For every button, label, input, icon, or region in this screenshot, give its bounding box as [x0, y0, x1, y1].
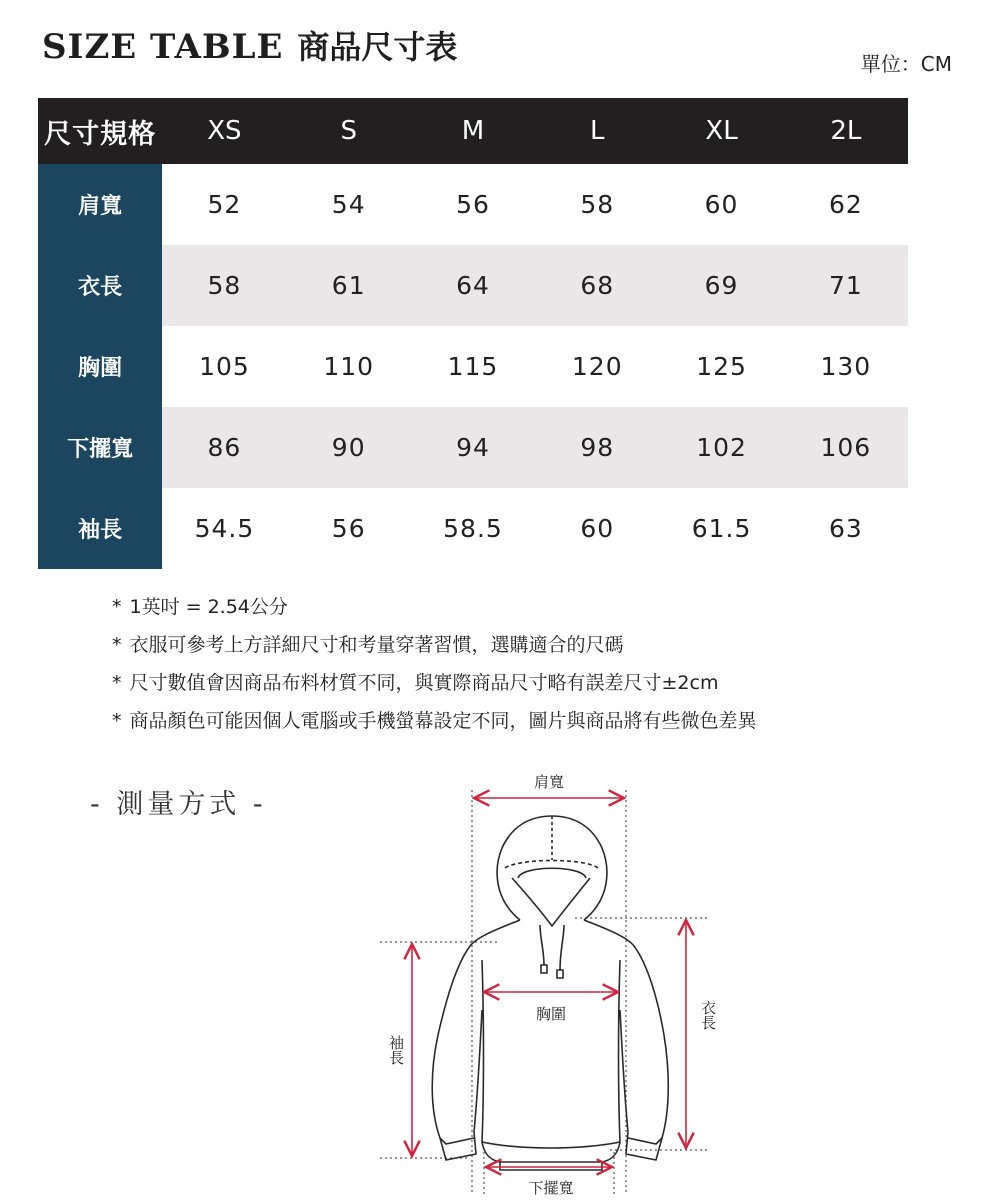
page-title: [42, 22, 457, 74]
hoodie-outline: [432, 816, 668, 1170]
table-corner-cell: 尺寸規格: [38, 98, 162, 164]
table-cell: 105: [199, 352, 250, 381]
table-cell: 64: [411, 245, 535, 326]
row-label: 肩寬: [38, 164, 162, 245]
table-row-sleeve: [38, 488, 908, 569]
sleeve-label: 袖長: [387, 1035, 405, 1065]
table-cell: 54: [331, 190, 366, 219]
table-cell: 110: [323, 352, 375, 381]
table-cell: 54.5: [194, 514, 255, 543]
table-cell: 125: [696, 352, 747, 381]
table-cell: 62: [828, 190, 863, 219]
size-table: [38, 98, 908, 569]
note-marker: *: [112, 710, 122, 732]
table-cell: 52: [207, 190, 242, 219]
hem-label: 下擺寬: [528, 1179, 574, 1197]
size-header-2l: 2L: [784, 98, 908, 164]
note-text: 商品顏色可能因個人電腦或手機螢幕設定不同，圖片與商品將有些微色差異: [129, 710, 757, 732]
table-cell: 58: [580, 190, 615, 219]
size-header-xl: XL: [659, 98, 783, 164]
note-text: 尺寸數值會因商品布料材質不同，與實際商品尺寸略有誤差尺寸±2cm: [129, 672, 719, 694]
size-header-s: S: [287, 98, 411, 164]
row-label: 下擺寬: [38, 407, 162, 488]
table-cell: 58.5: [443, 514, 503, 543]
table-cell: 68: [535, 245, 659, 326]
table-cell: 63: [828, 514, 863, 543]
notes-list: [112, 588, 757, 740]
shoulder-label: 肩寬: [533, 773, 565, 791]
note-item: [112, 588, 757, 626]
size-header-xs: XS: [162, 98, 286, 164]
table-cell: 94: [411, 407, 535, 488]
table-cell: 71: [784, 245, 908, 326]
note-item: [112, 702, 757, 740]
note-item: [112, 626, 757, 664]
table-cell: 56: [331, 514, 366, 543]
note-text: 衣服可參考上方詳細尺寸和考量穿著習慣，選購適合的尺碼: [129, 634, 624, 656]
note-text: 1英吋 = 2.54公分: [129, 596, 288, 618]
table-cell: 102: [659, 407, 783, 488]
row-label: 袖長: [38, 488, 162, 569]
table-cell: 61.5: [691, 514, 752, 543]
table-header-row: [38, 98, 908, 164]
table-cell: 130: [820, 352, 872, 381]
note-marker: *: [112, 672, 122, 694]
table-cell: 120: [571, 352, 623, 381]
row-label: 胸圍: [38, 326, 162, 407]
size-header-m: M: [411, 98, 535, 164]
table-cell: 115: [447, 352, 499, 381]
note-marker: *: [112, 596, 122, 618]
chest-label: 胸圍: [535, 1005, 567, 1023]
unit-label: 單位：CM: [860, 52, 952, 76]
table-cell: 69: [659, 245, 783, 326]
table-row-length: [38, 245, 908, 326]
table-cell: 60: [704, 190, 739, 219]
table-cell: 90: [287, 407, 411, 488]
table-cell: 106: [784, 407, 908, 488]
table-row-chest: [38, 326, 908, 407]
size-header-l: L: [535, 98, 659, 164]
table-row-hem: [38, 407, 908, 488]
table-cell: 60: [580, 514, 615, 543]
table-cell: 86: [162, 407, 286, 488]
table-cell: 58: [162, 245, 286, 326]
table-row-shoulder: [38, 164, 908, 245]
length-label: 衣長: [699, 1000, 717, 1030]
measurement-method-title: - 測量方式 -: [90, 789, 267, 820]
table-cell: 56: [456, 190, 490, 219]
title-chinese: 商品尺寸表: [297, 28, 458, 66]
hoodie-measurement-diagram: [0, 760, 1000, 1200]
note-item: [112, 664, 757, 702]
note-marker: *: [112, 634, 122, 656]
title-english: SIZE TABLE: [42, 27, 284, 67]
table-cell: 61: [287, 245, 411, 326]
row-label: 衣長: [38, 245, 162, 326]
table-cell: 98: [535, 407, 659, 488]
